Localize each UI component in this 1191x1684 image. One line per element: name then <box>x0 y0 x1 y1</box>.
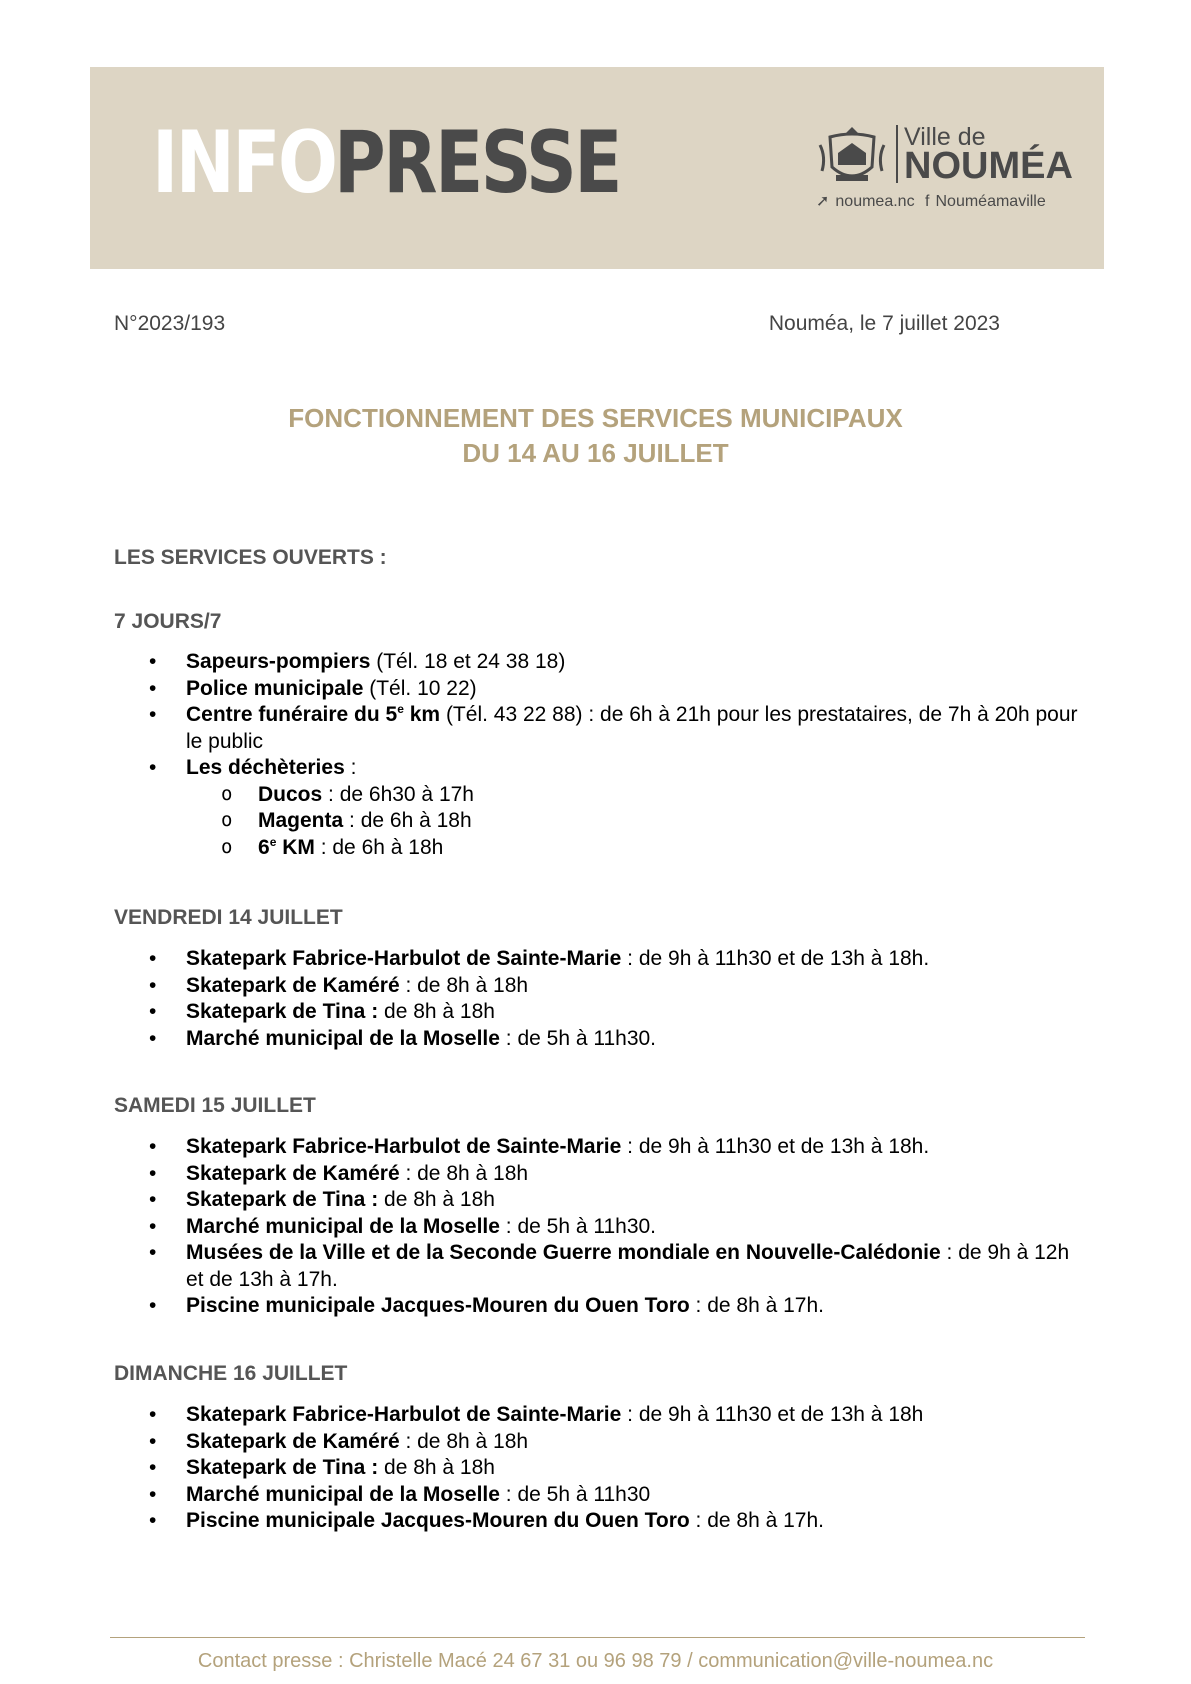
brand-presse-text: PRESSE <box>333 113 620 213</box>
sub-list-item: o 6e KM : de 6h à 18h <box>258 835 1086 862</box>
info-presse-wordmark <box>152 113 683 213</box>
list-saturday <box>186 1134 1086 1320</box>
logo-noumea: NOUMÉA <box>904 145 1073 187</box>
logo-links <box>816 191 1052 211</box>
footer-divider <box>110 1637 1085 1638</box>
list-item: • Skatepark de Tina : de 8h à 18h <box>186 1455 1086 1482</box>
press-contact: Contact presse : Christelle Macé 24 67 31 ou 96 98 79 / communication@ville-noumea.nc <box>197 1650 994 1672</box>
list-item: • Police municipale (Tél. 10 22) <box>186 676 1086 703</box>
list-item: • Les déchèteries : o Ducos : de 6h30 à 17h o Magenta : de 6h à 18h o 6e KM : de 6h à 18h <box>186 755 1086 861</box>
list-item: • Skatepark de Kaméré : de 8h à 18h <box>186 973 1086 1000</box>
list-item: • Centre funéraire du 5e km (Tél. 43 22 88) : de 6h à 21h pour les prestataires, de 7h à 20h pour le public <box>186 702 1086 755</box>
facebook-icon: f <box>925 193 930 210</box>
document-title-line1: FONCTIONNEMENT DES SERVICES MUNICIPAUX <box>288 403 903 433</box>
document-title-line2: DU 14 AU 16 JUILLET <box>462 438 729 468</box>
brand-info-text: INFO <box>152 113 336 213</box>
list-item: • Skatepark de Kaméré : de 8h à 18h <box>186 1429 1086 1456</box>
list-item: • Piscine municipale Jacques-Mouren du Ouen Toro : de 8h à 17h. <box>186 1508 1086 1535</box>
logo-ville-de: Ville de <box>904 123 986 151</box>
facebook-link[interactable]: Nouméamaville <box>935 193 1046 210</box>
website-link[interactable]: noumea.nc <box>835 193 915 210</box>
section-heading-sunday: DIMANCHE 16 JUILLET <box>114 1362 348 1385</box>
services-open-heading: LES SERVICES OUVERTS : <box>114 546 387 569</box>
sub-list-item: o Ducos : de 6h30 à 17h <box>258 782 1086 809</box>
section-heading-7-days: 7 JOURS/7 <box>114 610 222 633</box>
list-7-days <box>186 649 1086 861</box>
place-and-date: Nouméa, le 7 juillet 2023 <box>768 312 1000 335</box>
recycling-centers-list <box>186 782 1086 862</box>
list-item: • Marché municipal de la Moselle : de 5h à 11h30. <box>186 1214 1086 1241</box>
list-item: • Skatepark Fabrice-Harbulot de Sainte-Marie : de 9h à 11h30 et de 13h à 18h <box>186 1402 1086 1429</box>
list-sunday <box>186 1402 1086 1535</box>
list-item: • Marché municipal de la Moselle : de 5h à 11h30. <box>186 1026 1086 1053</box>
list-item: • Piscine municipale Jacques-Mouren du Ouen Toro : de 8h à 17h. <box>186 1293 1086 1320</box>
logo-divider <box>896 125 898 183</box>
list-friday <box>186 946 1086 1052</box>
section-heading-friday: VENDREDI 14 JUILLET <box>114 906 343 929</box>
press-release-number: N°2023/193 <box>114 312 226 335</box>
list-item: • Sapeurs-pompiers (Tél. 18 et 24 38 18) <box>186 649 1086 676</box>
ville-de-noumea-logo <box>816 123 1073 213</box>
list-item: • Marché municipal de la Moselle : de 5h à 11h30 <box>186 1482 1086 1509</box>
list-item: • Skatepark Fabrice-Harbulot de Sainte-Marie : de 9h à 11h30 et de 13h à 18h. <box>186 946 1086 973</box>
section-heading-saturday: SAMEDI 15 JUILLET <box>114 1094 316 1117</box>
city-crest-icon <box>816 123 888 187</box>
header-banner <box>90 67 1104 269</box>
sub-list-item: o Magenta : de 6h à 18h <box>258 808 1086 835</box>
list-item: • Skatepark de Tina : de 8h à 18h <box>186 999 1086 1026</box>
list-item: • Skatepark Fabrice-Harbulot de Sainte-Marie : de 9h à 11h30 et de 13h à 18h. <box>186 1134 1086 1161</box>
list-item: • Musées de la Ville et de la Seconde Guerre mondiale en Nouvelle-Calédonie : de 9h à 12h et de 13h à 17h. <box>186 1240 1086 1293</box>
cursor-arrow-icon: ➚ <box>816 193 830 210</box>
list-item: • Skatepark de Kaméré : de 8h à 18h <box>186 1161 1086 1188</box>
list-item: • Skatepark de Tina : de 8h à 18h <box>186 1187 1086 1214</box>
